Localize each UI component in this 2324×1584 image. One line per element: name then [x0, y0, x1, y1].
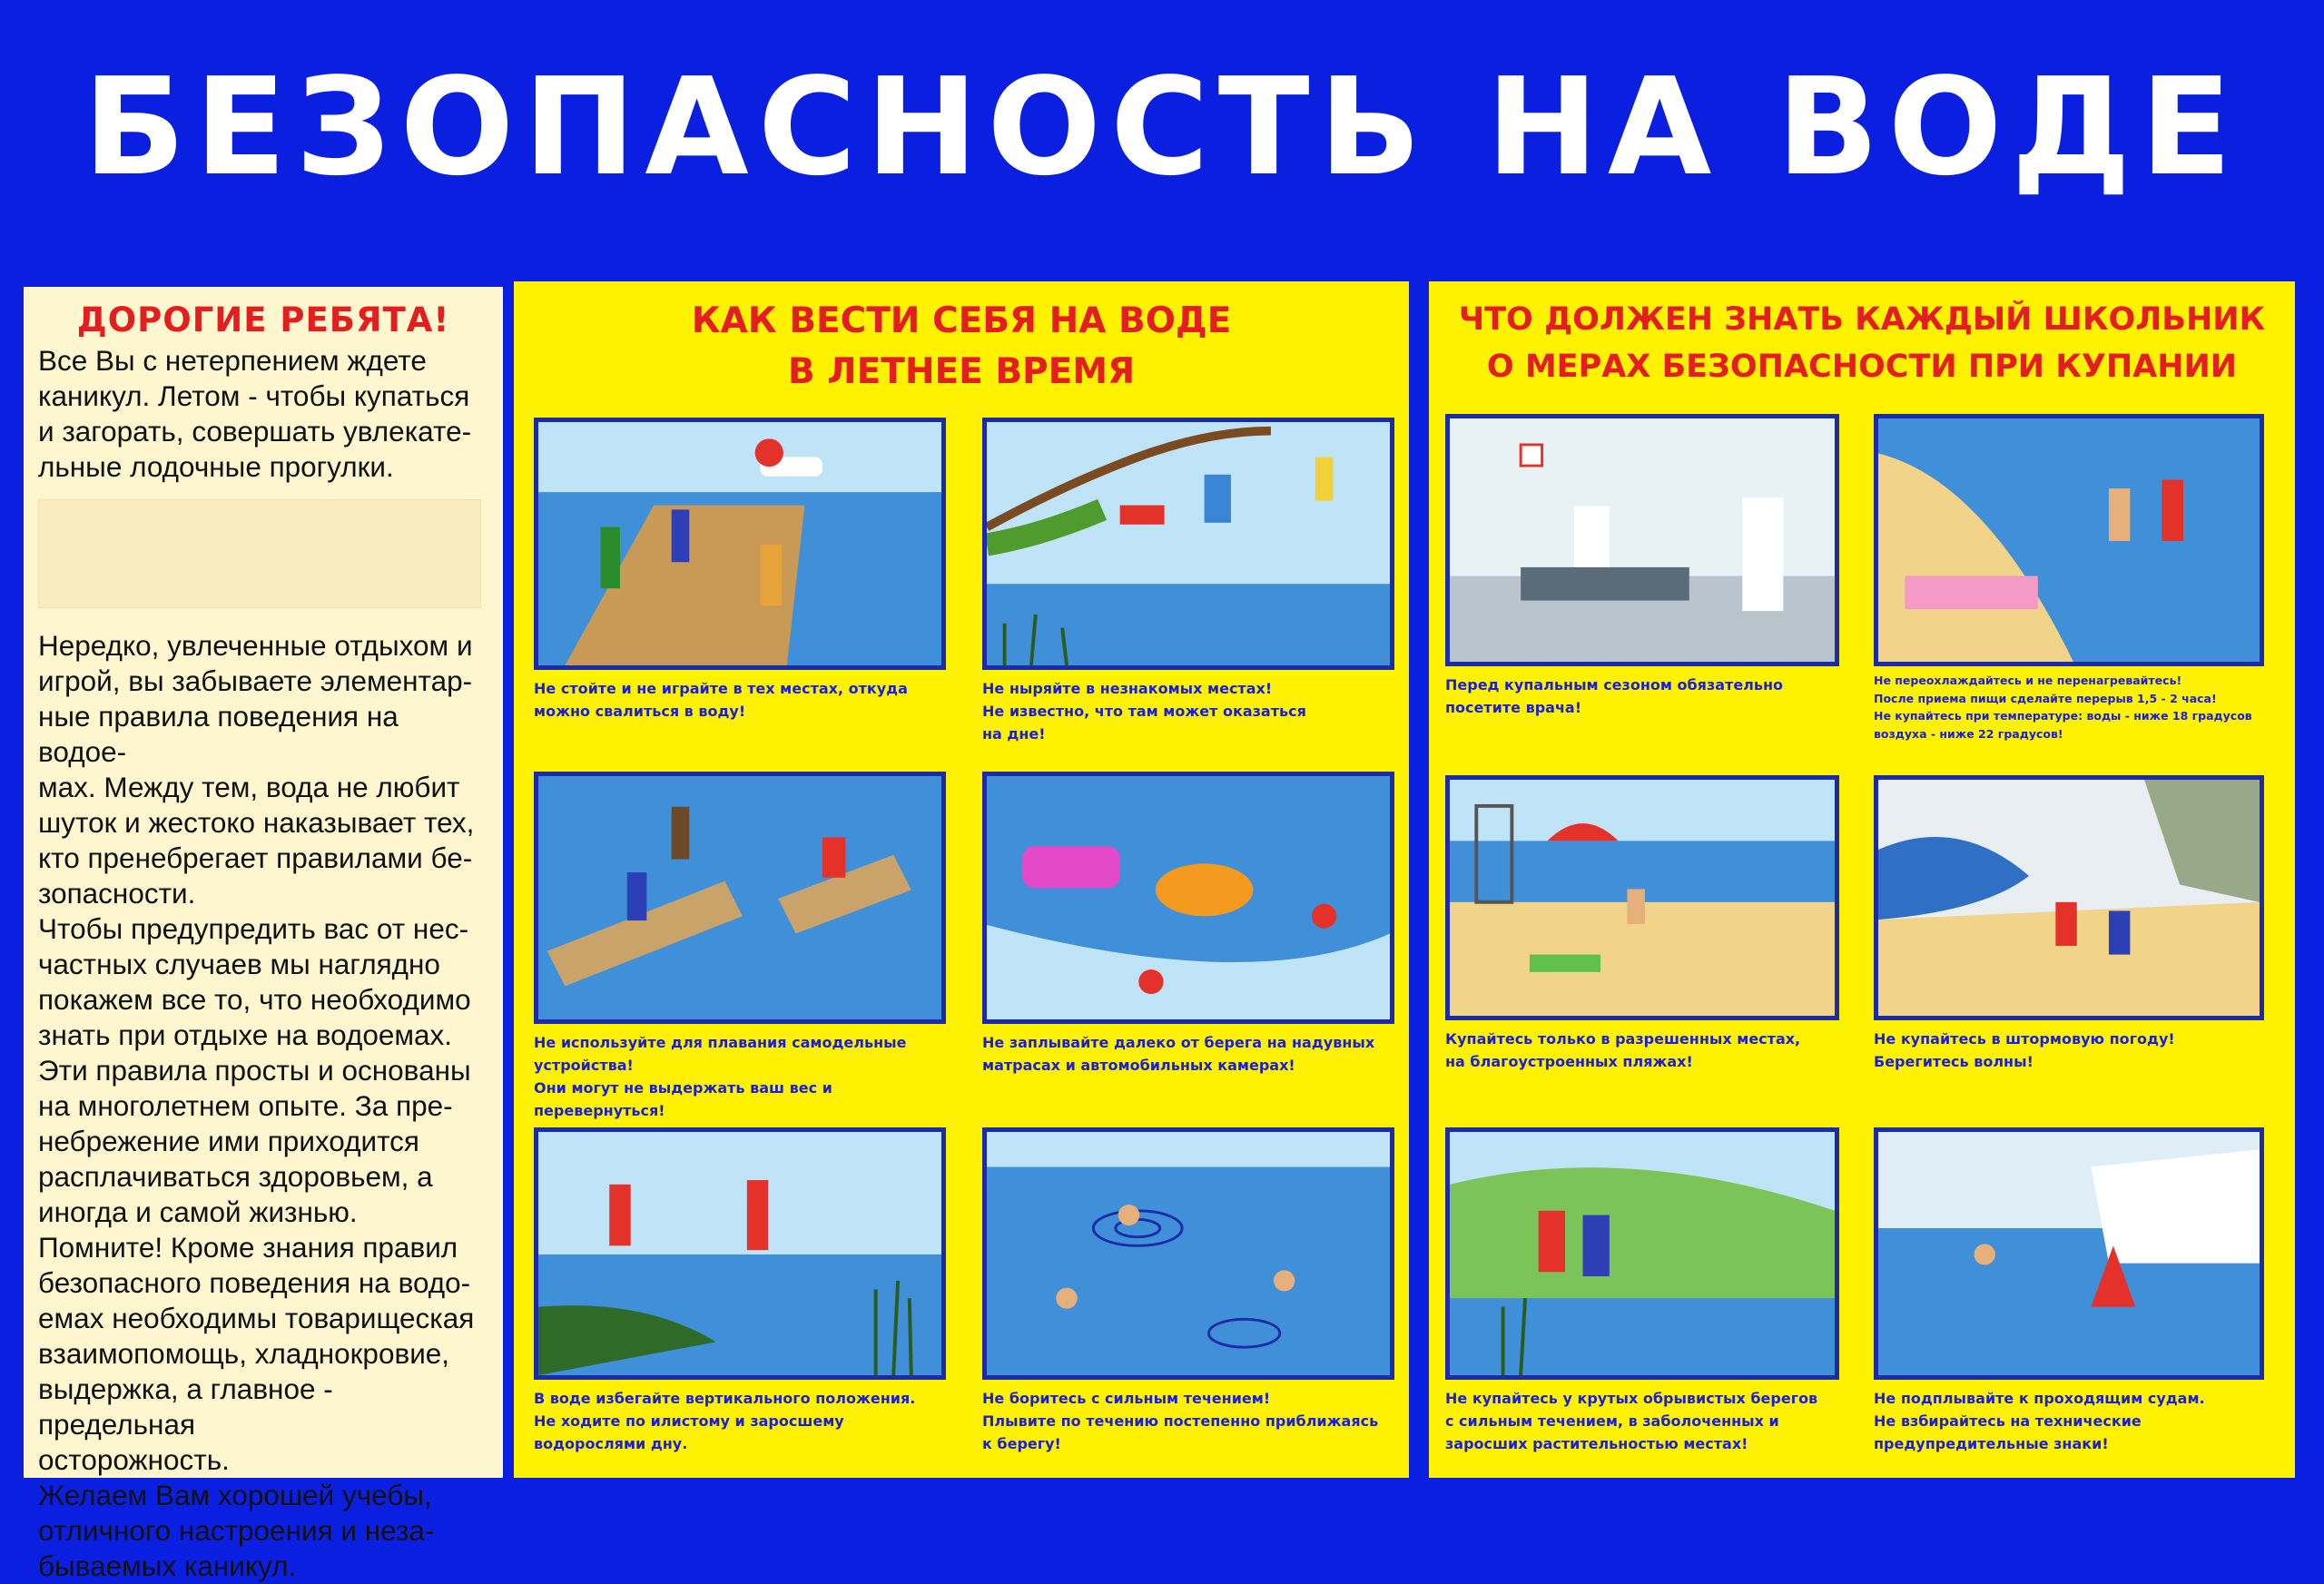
- poster-title: БЕЗОПАСНОСТЬ НА ВОДЕ: [83, 49, 2241, 205]
- intro-paragraph: Все Вы с нетерпением ждете каникул. Летом - чтобы купаться и загорать, совершать увлекате- льные лодочные прогулки.: [38, 344, 472, 483]
- panel-heading: ЧТО ДОЛЖЕН ЗНАТЬ КАЖДЫЙ ШКОЛЬНИК О МЕРАХ БЕЗОПАСНОСТИ ПРИ КУПАНИИ: [1458, 301, 2266, 385]
- rule-caption: Не стойте и не играйте в тех местах, откуда можно свалиться в воду!: [534, 680, 908, 720]
- illustration-sunbathing: [1874, 414, 2264, 666]
- illustration-muddy-bottom: [534, 1127, 946, 1380]
- illustration-pier-play: [534, 418, 946, 670]
- illustration-ship-buoy: [1874, 1127, 2264, 1380]
- rule-caption: Перед купальным сезоном обязательно посетите врача!: [1445, 676, 1784, 716]
- panel-heading: КАК ВЕСТИ СЕБЯ НА ВОДЕ В ЛЕТНЕЕ ВРЕМЯ: [691, 300, 1232, 392]
- illustration-inflatables: [982, 772, 1394, 1024]
- illustration-doctor: [1445, 414, 1839, 666]
- illustration-steep-bank: [1445, 1127, 1839, 1380]
- intro-panel: [24, 287, 503, 1582]
- rule-caption: Не ныряйте в незнакомых местах! Не известно, что там может оказаться на дне!: [982, 680, 1306, 743]
- intro-paragraph: Нередко, увлеченные отдыхом и игрой, вы забываете элементар- ные правила поведения на водое- мах. Между тем, вода не любит шуток и жестоко наказывает тех, кто пренебрегает правилами бе- зопасности. Чтобы предупредить вас от нес- частных случаев мы наглядно покажем все то, что необходимо знать при отдыхе на водоемах. Эти правила просты и основаны на многолетнем опыте. За пре- небрежение ими приходится расплачиваться здоровьем, а иногда и самой жизнью. Помните! Кроме знания правил безопасного поведения на водо- емах необходимы товарищеская взаимопомощь, хладнокровие, выдержка, а главное - предельная осторожность. Желаем Вам хорошей учебы, отличного настроения и неза- бываемых каникул.: [38, 629, 475, 1582]
- intro-heading: ДОРОГИЕ РЕБЯТА!: [76, 300, 450, 339]
- illustration-raft: [534, 772, 946, 1024]
- rule-caption: Купайтесь только в разрешенных местах, на благоустроенных пляжах!: [1445, 1030, 1801, 1070]
- rule-caption: Не боритесь с сильным течением! Плывите по течению постепенно приближаясь к берегу!: [982, 1390, 1379, 1452]
- school-rules-panel: [1429, 281, 2295, 1478]
- rule-caption: Не купайтесь у крутых обрывистых берегов с сильным течением, в заболоченных и заросших растительностью местах!: [1445, 1390, 1818, 1452]
- illustration-current: [982, 1127, 1394, 1380]
- rule-caption: Не переохлаждайтесь и не перенагревайтесь! После приема пищи сделайте перерыв 1,5 - 2 часа! Не купайтесь при температуре: воды - ниже 18 градусов воздуха - ниже 22 градусов!: [1874, 674, 2252, 741]
- illustration-beach: [1445, 775, 1839, 1020]
- illustration-storm: [1874, 775, 2264, 1020]
- rule-caption: Не заплывайте далеко от берега на надувных матрасах и автомобильных камерах!: [982, 1034, 1375, 1074]
- rule-caption: Не купайтесь в штормовую погоду! Берегитесь волны!: [1874, 1030, 2175, 1070]
- blank-area: [38, 499, 481, 608]
- rule-caption: Не подплывайте к проходящим судам. Не взбирайтесь на технические предупредительные знаки!: [1874, 1390, 2205, 1452]
- illustration-diving: [982, 418, 1394, 670]
- rule-caption: Не используйте для плавания самодельные устройства! Они могут не выдержать ваш вес и перевернуться!: [534, 1034, 907, 1119]
- behavior-panel: [514, 281, 1409, 1478]
- rule-caption: В воде избегайте вертикального положения. Не ходите по илистому и заросшему водорослями дну.: [534, 1390, 916, 1452]
